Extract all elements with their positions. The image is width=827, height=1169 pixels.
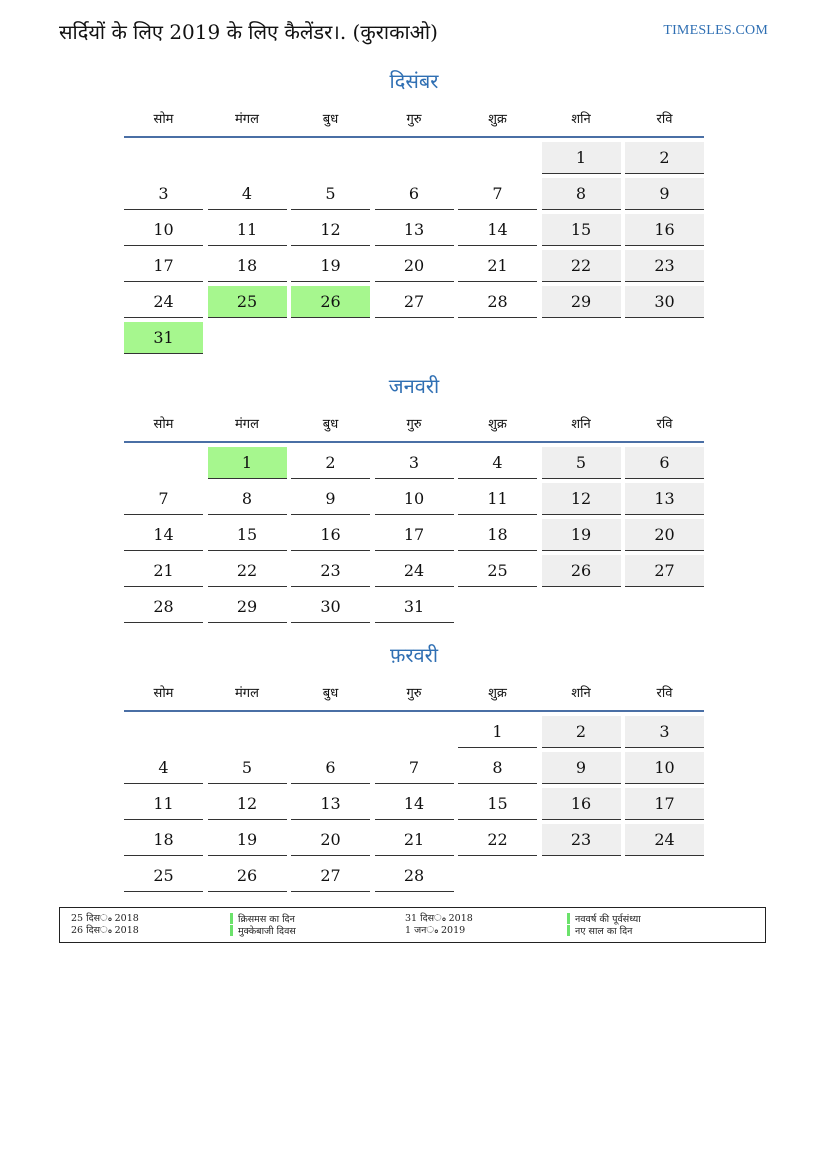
empty-cell — [208, 716, 287, 747]
day-cell: 9 — [542, 752, 621, 784]
day-cell: 23 — [625, 250, 704, 282]
day-cell: 27 — [375, 286, 454, 318]
day-cell: 18 — [124, 824, 203, 856]
day-cell: 7 — [124, 483, 203, 515]
legend-holiday — [230, 925, 296, 938]
legend-holiday-name: क्रिसमस का दिन — [238, 914, 295, 925]
day-cell: 13 — [625, 483, 704, 515]
day-cell: 3 — [375, 447, 454, 479]
day-cell: 11 — [208, 214, 287, 246]
day-cell: 29 — [542, 286, 621, 318]
weekday-label: मंगल — [235, 417, 259, 432]
weekday-label: शुक्र — [488, 112, 507, 127]
day-cell: 25 — [458, 555, 537, 587]
empty-cell — [625, 860, 704, 891]
day-cell: 24 — [625, 824, 704, 856]
empty-cell — [291, 322, 370, 353]
day-cell: 13 — [375, 214, 454, 246]
day-cell: 4 — [458, 447, 537, 479]
day-grid — [124, 142, 704, 354]
day-cell: 10 — [625, 752, 704, 784]
day-cell: 12 — [291, 214, 370, 246]
day-cell: 30 — [625, 286, 704, 318]
day-grid — [124, 716, 704, 892]
day-cell: 21 — [124, 555, 203, 587]
day-cell: 22 — [458, 824, 537, 856]
day-cell: 15 — [208, 519, 287, 551]
legend-holiday-name: मुक्केबाजी दिवस — [238, 926, 296, 937]
holiday-day-cell: 1 — [208, 447, 287, 479]
empty-cell — [124, 142, 203, 173]
empty-cell — [458, 142, 537, 173]
day-cell: 21 — [458, 250, 537, 282]
day-cell: 23 — [542, 824, 621, 856]
day-cell: 11 — [124, 788, 203, 820]
holiday-color-marker — [230, 913, 233, 924]
day-cell: 16 — [625, 214, 704, 246]
legend-holiday-name: नए साल का दिन — [575, 926, 633, 937]
site-link[interactable]: TIMESLES.COM — [663, 23, 768, 38]
day-cell: 29 — [208, 591, 287, 623]
day-cell: 15 — [458, 788, 537, 820]
weekday-label: रवि — [656, 686, 673, 701]
weekday-label: सोम — [153, 417, 174, 432]
day-cell: 20 — [375, 250, 454, 282]
weekday-label: गुरु — [406, 686, 422, 701]
legend-holiday-name: नववर्ष की पूर्वसंध्या — [575, 914, 641, 925]
day-cell: 28 — [458, 286, 537, 318]
holiday-color-marker — [567, 913, 570, 924]
day-cell: 8 — [458, 752, 537, 784]
day-cell: 30 — [291, 591, 370, 623]
empty-cell — [458, 591, 537, 622]
empty-cell — [375, 716, 454, 747]
day-cell: 14 — [458, 214, 537, 246]
day-cell: 6 — [291, 752, 370, 784]
day-cell: 22 — [542, 250, 621, 282]
day-cell: 5 — [542, 447, 621, 479]
empty-cell — [625, 591, 704, 622]
day-cell: 19 — [542, 519, 621, 551]
empty-cell — [124, 447, 203, 478]
weekday-label: शनि — [571, 686, 591, 701]
weekday-header — [124, 405, 704, 443]
weekday-label: गुरु — [406, 112, 422, 127]
legend-holiday — [567, 925, 632, 938]
day-cell: 24 — [124, 286, 203, 318]
holiday-color-marker — [567, 925, 570, 936]
day-cell: 20 — [625, 519, 704, 551]
month-title: जनवरी — [388, 374, 440, 398]
month-block-january — [124, 371, 704, 623]
weekday-label: बुध — [322, 686, 339, 701]
holiday-color-marker — [230, 925, 233, 936]
empty-cell — [375, 142, 454, 173]
empty-cell — [458, 322, 537, 353]
day-cell: 14 — [375, 788, 454, 820]
holiday-legend — [59, 907, 766, 943]
day-cell: 4 — [208, 178, 287, 210]
day-cell: 27 — [625, 555, 704, 587]
empty-cell — [375, 322, 454, 353]
day-cell: 25 — [124, 860, 203, 892]
holiday-day-cell: 25 — [208, 286, 287, 318]
day-cell: 1 — [458, 716, 537, 748]
day-cell: 18 — [458, 519, 537, 551]
weekday-label: बुध — [322, 112, 339, 127]
weekday-header — [124, 100, 704, 138]
legend-date: 25 दिसം 2018 — [71, 913, 139, 924]
day-cell: 9 — [625, 178, 704, 210]
day-cell: 14 — [124, 519, 203, 551]
weekday-label: रवि — [656, 417, 673, 432]
empty-cell — [291, 716, 370, 747]
day-cell: 26 — [208, 860, 287, 892]
day-cell: 4 — [124, 752, 203, 784]
day-cell: 2 — [291, 447, 370, 479]
day-cell: 26 — [542, 555, 621, 587]
day-cell: 19 — [208, 824, 287, 856]
day-cell: 16 — [291, 519, 370, 551]
day-cell: 2 — [542, 716, 621, 748]
day-cell: 6 — [625, 447, 704, 479]
day-cell: 17 — [124, 250, 203, 282]
day-cell: 10 — [124, 214, 203, 246]
day-cell: 3 — [625, 716, 704, 748]
legend-date: 31 दिसം 2018 — [405, 913, 473, 924]
day-cell: 12 — [542, 483, 621, 515]
day-cell: 20 — [291, 824, 370, 856]
weekday-label: बुध — [322, 417, 339, 432]
weekday-label: मंगल — [235, 686, 259, 701]
day-cell: 18 — [208, 250, 287, 282]
day-cell: 17 — [375, 519, 454, 551]
day-cell: 2 — [625, 142, 704, 174]
day-cell: 19 — [291, 250, 370, 282]
legend-date: 26 दिसം 2018 — [71, 925, 139, 936]
day-cell: 9 — [291, 483, 370, 515]
page-title: सर्दियों के लिए 2019 के लिए कैलेंडर।. (कुराकाओ) — [59, 20, 438, 44]
day-cell: 28 — [375, 860, 454, 892]
weekday-label: शुक्र — [488, 417, 507, 432]
holiday-day-cell: 31 — [124, 322, 203, 354]
day-cell: 21 — [375, 824, 454, 856]
day-cell: 6 — [375, 178, 454, 210]
day-cell: 7 — [458, 178, 537, 210]
empty-cell — [124, 716, 203, 747]
day-cell: 17 — [625, 788, 704, 820]
weekday-label: सोम — [153, 112, 174, 127]
weekday-label: गुरु — [406, 417, 422, 432]
empty-cell — [625, 322, 704, 353]
day-cell: 22 — [208, 555, 287, 587]
day-cell: 10 — [375, 483, 454, 515]
weekday-label: रवि — [656, 112, 673, 127]
weekday-label: सोम — [153, 686, 174, 701]
day-cell: 7 — [375, 752, 454, 784]
empty-cell — [208, 142, 287, 173]
day-cell: 12 — [208, 788, 287, 820]
month-title: दिसंबर — [389, 69, 439, 93]
empty-cell — [291, 142, 370, 173]
empty-cell — [542, 591, 621, 622]
day-cell: 11 — [458, 483, 537, 515]
month-block-february — [124, 640, 704, 892]
weekday-header — [124, 674, 704, 712]
weekday-label: शनि — [571, 417, 591, 432]
weekday-label: शुक्र — [488, 686, 507, 701]
day-cell: 24 — [375, 555, 454, 587]
day-cell: 27 — [291, 860, 370, 892]
month-title: फ़रवरी — [389, 643, 439, 667]
empty-cell — [458, 860, 537, 891]
weekday-label: मंगल — [235, 112, 259, 127]
day-cell: 1 — [542, 142, 621, 174]
empty-cell — [542, 322, 621, 353]
day-cell: 3 — [124, 178, 203, 210]
weekday-label: शनि — [571, 112, 591, 127]
day-cell: 28 — [124, 591, 203, 623]
day-cell: 15 — [542, 214, 621, 246]
legend-date: 1 जनം 2019 — [405, 925, 466, 936]
day-cell: 31 — [375, 591, 454, 623]
day-cell: 23 — [291, 555, 370, 587]
empty-cell — [542, 860, 621, 891]
day-cell: 16 — [542, 788, 621, 820]
empty-cell — [208, 322, 287, 353]
day-cell: 8 — [208, 483, 287, 515]
month-block-december — [124, 66, 704, 354]
day-cell: 5 — [208, 752, 287, 784]
holiday-day-cell: 26 — [291, 286, 370, 318]
day-cell: 13 — [291, 788, 370, 820]
day-cell: 5 — [291, 178, 370, 210]
day-cell: 8 — [542, 178, 621, 210]
day-grid — [124, 447, 704, 623]
